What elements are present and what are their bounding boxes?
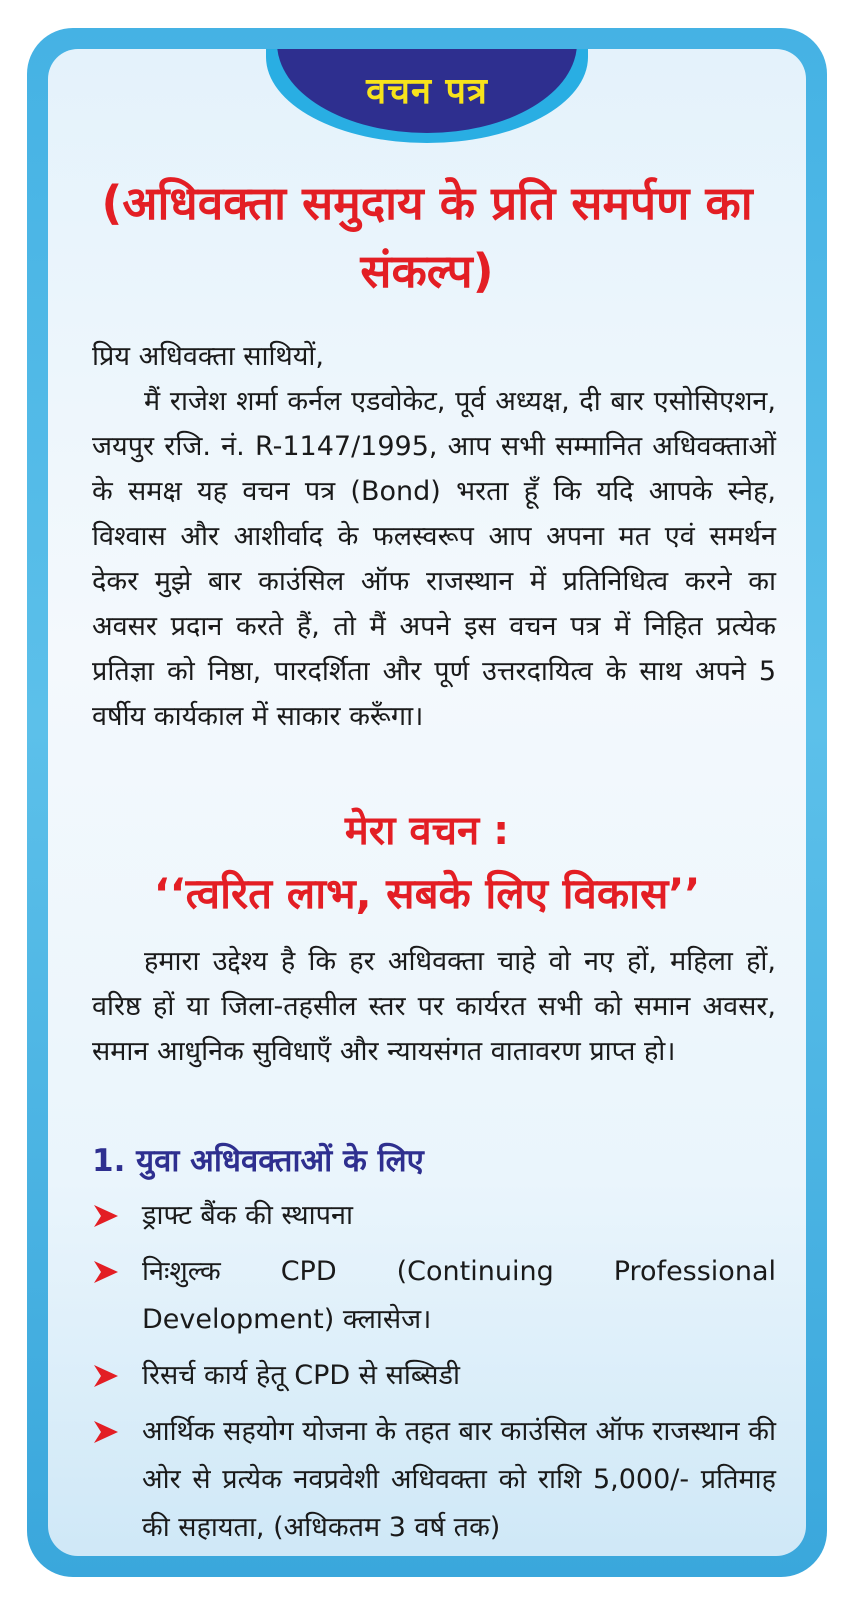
list-item [92,1408,776,1552]
title-badge [266,49,588,143]
badge-title: वचन पत्र [366,71,488,112]
headline: (अधिवक्ता समुदाय के प्रति समर्पण का संकल्प) [101,176,753,298]
list-item [92,1192,776,1240]
title-badge-inner [277,49,577,133]
aim-paragraph: हमारा उद्देश्य है कि हर अधिवक्ता चाहे वो नए हों, महिला हों, वरिष्ठ हों या जिला-तहसील स्तर पर कार्यरत सभी को समान अवसर, समान आधुनिक सुविधाएँ और न्यायसंगत वातावरण प्राप्त हो। [92,946,776,1067]
list-item-text: ड्राफ्ट बैंक की स्थापना [142,1200,353,1231]
slogan: ‘‘त्वरित लाभ, सबके लिए विकास’’ [153,869,701,918]
list-item-text: आर्थिक सहयोग योजना के तहत बार काउंसिल ऑफ राजस्थान की ओर से प्रत्येक नवप्रवेशी अधिवक्ता को राशि 5,000/- प्रतिमाह की सहायता, (अधिकतम 3 वर्ष तक) [142,1416,776,1543]
list-item [92,1248,776,1344]
red-arrow-icon [92,1418,120,1446]
bullet-list [92,1192,776,1556]
intro-paragraph: मैं राजेश शर्मा कर्नल एडवोकेट, पूर्व अध्यक्ष, दी बार एसोसिएशन, जयपुर रजि. नं. R-1147/1995, आप सभी सम्मानित अधिवक्ताओं के समक्ष यह वचन पत्र (Bond) भरता हूँ कि यदि आपके स्नेह, विश्वास और आशीर्वाद के फलस्वरूप आप अपना मत एवं समर्थन देकर मुझे बार काउंसिल ऑफ राजस्थान में प्रतिनिधित्व करने का अवसर प्रदान करते हैं, तो मैं अपने इस वचन पत्र में निहित प्रत्येक प्रतिज्ञा को निष्ठा, पारदर्शिता और पूर्ण उत्तरदायित्व के साथ अपने 5 वर्षीय कार्यकाल में साकार करूँगा। [92,386,776,732]
vachan-label: मेरा वचन : [344,808,510,854]
list-item-text: निःशुल्क CPD (Continuing Professional Development) क्लासेज। [142,1256,776,1335]
greeting: प्रिय अधिवक्ता साथियों, [92,341,325,372]
list-item [92,1352,776,1400]
section-heading: 1. युवा अधिवक्ताओं के लिए [92,1143,424,1179]
list-item-text: रिसर्च कार्य हेतू CPD से सब्सिडी [142,1360,460,1391]
red-arrow-icon [92,1202,120,1230]
red-arrow-icon [92,1258,120,1286]
poster-panel [48,49,806,1556]
poster-frame [27,28,827,1577]
red-arrow-icon [92,1362,120,1390]
